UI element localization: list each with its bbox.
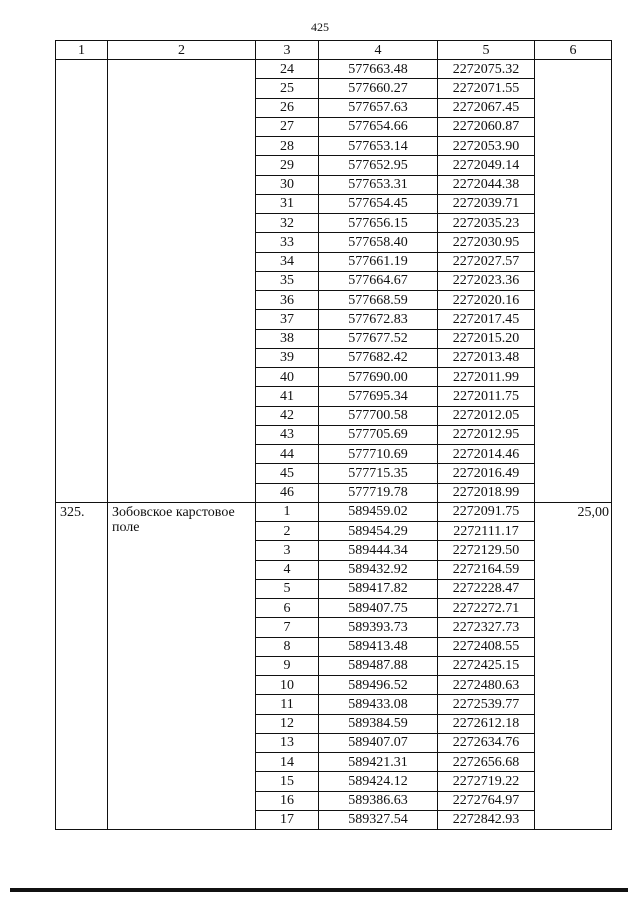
point-number: 41 <box>256 387 319 406</box>
coordinate-x: 577653.14 <box>319 137 438 156</box>
coordinate-x: 577695.34 <box>319 387 438 406</box>
coordinate-x: 577661.19 <box>319 252 438 271</box>
point-number: 45 <box>256 464 319 483</box>
coordinate-x: 577654.45 <box>319 194 438 213</box>
coordinate-y: 2272164.59 <box>438 560 535 579</box>
coordinate-x: 577719.78 <box>319 483 438 502</box>
coordinate-x: 589444.34 <box>319 541 438 560</box>
coordinate-x: 577654.66 <box>319 117 438 136</box>
coordinate-y: 2272075.32 <box>438 60 535 79</box>
point-number: 5 <box>256 579 319 598</box>
object-area <box>535 60 612 503</box>
coordinate-y: 2272071.55 <box>438 79 535 98</box>
object-area: 25,00 <box>535 502 612 829</box>
column-header: 5 <box>438 41 535 60</box>
coordinate-y: 2272049.14 <box>438 156 535 175</box>
coordinate-y: 2272018.99 <box>438 483 535 502</box>
coordinate-y: 2272020.16 <box>438 291 535 310</box>
point-number: 46 <box>256 483 319 502</box>
coordinate-x: 589432.92 <box>319 560 438 579</box>
coordinate-x: 577682.42 <box>319 348 438 367</box>
coordinate-y: 2272023.36 <box>438 271 535 290</box>
point-number: 33 <box>256 233 319 252</box>
coordinate-y: 2272044.38 <box>438 175 535 194</box>
point-number: 6 <box>256 599 319 618</box>
point-number: 40 <box>256 368 319 387</box>
coordinate-x: 589393.73 <box>319 618 438 637</box>
point-number: 4 <box>256 560 319 579</box>
coordinate-y: 2272634.76 <box>438 733 535 752</box>
coordinate-x: 577660.27 <box>319 79 438 98</box>
coordinate-x: 589487.88 <box>319 656 438 675</box>
point-number: 43 <box>256 425 319 444</box>
coordinate-x: 589459.02 <box>319 502 438 521</box>
coordinate-y: 2272408.55 <box>438 637 535 656</box>
coordinate-y: 2272067.45 <box>438 98 535 117</box>
column-header: 3 <box>256 41 319 60</box>
coordinate-y: 2272111.17 <box>438 522 535 541</box>
coordinate-x: 589407.75 <box>319 599 438 618</box>
coordinate-x: 589407.07 <box>319 733 438 752</box>
coordinate-x: 577663.48 <box>319 60 438 79</box>
object-name <box>108 60 256 503</box>
coordinate-y: 2272011.75 <box>438 387 535 406</box>
point-number: 30 <box>256 175 319 194</box>
coordinate-x: 577705.69 <box>319 425 438 444</box>
object-number <box>56 60 108 503</box>
header-row <box>56 41 612 60</box>
coordinate-x: 577677.52 <box>319 329 438 348</box>
coordinate-y: 2272228.47 <box>438 579 535 598</box>
column-header: 1 <box>56 41 108 60</box>
bottom-rule <box>10 888 628 892</box>
column-header: 6 <box>535 41 612 60</box>
coordinate-x: 589384.59 <box>319 714 438 733</box>
column-header: 2 <box>108 41 256 60</box>
coordinate-x: 589413.48 <box>319 637 438 656</box>
point-number: 13 <box>256 733 319 752</box>
coordinate-x: 577700.58 <box>319 406 438 425</box>
point-number: 15 <box>256 772 319 791</box>
point-number: 11 <box>256 695 319 714</box>
coordinate-y: 2272013.48 <box>438 348 535 367</box>
coordinate-y: 2272012.05 <box>438 406 535 425</box>
point-number: 10 <box>256 676 319 695</box>
coordinate-x: 577672.83 <box>319 310 438 329</box>
coordinate-y: 2272129.50 <box>438 541 535 560</box>
coordinate-x: 589417.82 <box>319 579 438 598</box>
coordinate-y: 2272480.63 <box>438 676 535 695</box>
coordinate-y: 2272327.73 <box>438 618 535 637</box>
coordinate-x: 589454.29 <box>319 522 438 541</box>
coordinates-table <box>55 40 612 830</box>
coordinate-x: 589327.54 <box>319 810 438 829</box>
page-number: 425 <box>311 20 329 34</box>
object-name: Зобовское карстовое поле <box>108 502 256 829</box>
coordinate-y: 2272272.71 <box>438 599 535 618</box>
point-number: 12 <box>256 714 319 733</box>
point-number: 37 <box>256 310 319 329</box>
point-number: 16 <box>256 791 319 810</box>
point-number: 28 <box>256 137 319 156</box>
point-number: 8 <box>256 637 319 656</box>
point-number: 44 <box>256 445 319 464</box>
point-number: 1 <box>256 502 319 521</box>
point-number: 32 <box>256 214 319 233</box>
coordinate-y: 2272656.68 <box>438 753 535 772</box>
coordinate-y: 2272612.18 <box>438 714 535 733</box>
point-number: 29 <box>256 156 319 175</box>
coordinate-x: 589433.08 <box>319 695 438 714</box>
coordinate-y: 2272039.71 <box>438 194 535 213</box>
point-number: 26 <box>256 98 319 117</box>
coordinate-y: 2272060.87 <box>438 117 535 136</box>
point-number: 7 <box>256 618 319 637</box>
coordinate-y: 2272027.57 <box>438 252 535 271</box>
coordinate-x: 577710.69 <box>319 445 438 464</box>
coordinate-y: 2272764.97 <box>438 791 535 810</box>
point-number: 14 <box>256 753 319 772</box>
coordinate-y: 2272425.15 <box>438 656 535 675</box>
point-number: 35 <box>256 271 319 290</box>
coordinate-y: 2272842.93 <box>438 810 535 829</box>
coordinate-y: 2272016.49 <box>438 464 535 483</box>
table-row <box>56 502 612 521</box>
coordinate-x: 577715.35 <box>319 464 438 483</box>
coordinate-x: 589421.31 <box>319 753 438 772</box>
coordinate-y: 2272014.46 <box>438 445 535 464</box>
point-number: 24 <box>256 60 319 79</box>
point-number: 25 <box>256 79 319 98</box>
coordinate-x: 577664.67 <box>319 271 438 290</box>
point-number: 38 <box>256 329 319 348</box>
point-number: 9 <box>256 656 319 675</box>
coordinate-x: 577653.31 <box>319 175 438 194</box>
coordinate-y: 2272011.99 <box>438 368 535 387</box>
coordinate-x: 589496.52 <box>319 676 438 695</box>
coordinate-x: 577657.63 <box>319 98 438 117</box>
object-number: 325. <box>56 502 108 829</box>
point-number: 17 <box>256 810 319 829</box>
point-number: 2 <box>256 522 319 541</box>
coordinate-x: 589386.63 <box>319 791 438 810</box>
coordinate-y: 2272030.95 <box>438 233 535 252</box>
point-number: 39 <box>256 348 319 367</box>
coordinate-y: 2272091.75 <box>438 502 535 521</box>
point-number: 27 <box>256 117 319 136</box>
coordinate-y: 2272053.90 <box>438 137 535 156</box>
point-number: 31 <box>256 194 319 213</box>
coordinate-x: 577652.95 <box>319 156 438 175</box>
coordinate-y: 2272015.20 <box>438 329 535 348</box>
coordinate-y: 2272017.45 <box>438 310 535 329</box>
coordinate-y: 2272035.23 <box>438 214 535 233</box>
column-header: 4 <box>319 41 438 60</box>
coordinate-x: 577668.59 <box>319 291 438 310</box>
coordinate-x: 577656.15 <box>319 214 438 233</box>
coordinate-y: 2272719.22 <box>438 772 535 791</box>
coordinate-y: 2272539.77 <box>438 695 535 714</box>
table-row <box>56 60 612 79</box>
point-number: 34 <box>256 252 319 271</box>
coordinate-x: 589424.12 <box>319 772 438 791</box>
point-number: 36 <box>256 291 319 310</box>
point-number: 3 <box>256 541 319 560</box>
coordinate-y: 2272012.95 <box>438 425 535 444</box>
point-number: 42 <box>256 406 319 425</box>
coordinate-x: 577690.00 <box>319 368 438 387</box>
coordinate-x: 577658.40 <box>319 233 438 252</box>
